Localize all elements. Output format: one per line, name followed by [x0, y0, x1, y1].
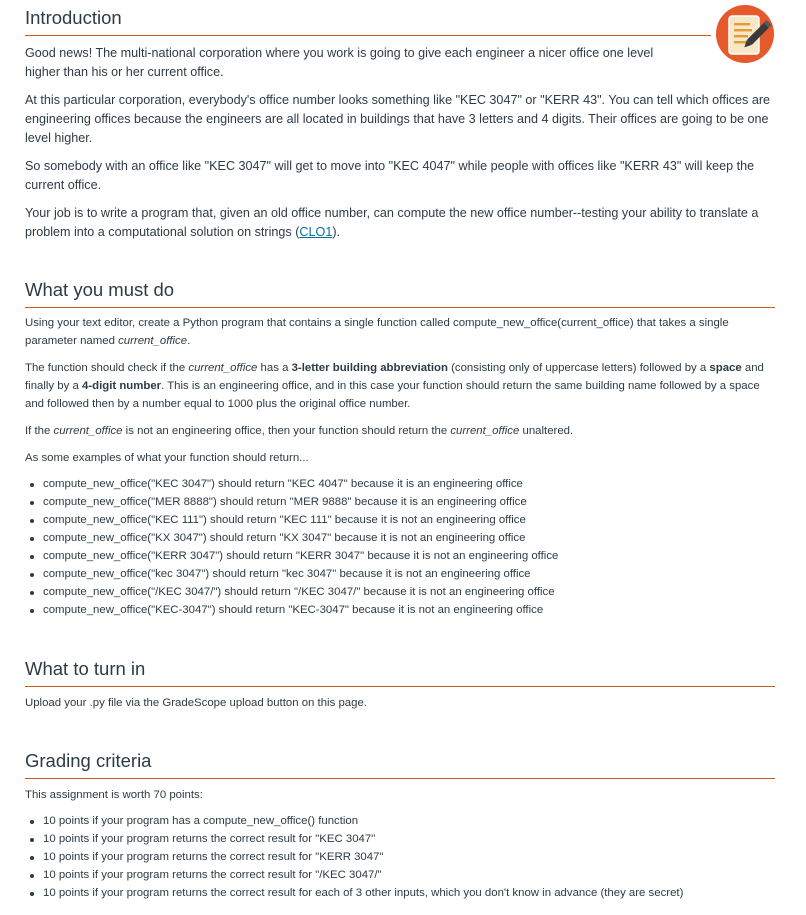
must-p3-a: If the	[25, 425, 54, 437]
intro-paragraph-2: At this particular corporation, everybody's office number looks something like "KEC 3047" or "KERR 43". You can tell which offices are engineering offices because the engineers are all located in buildings that have 3 letters and 4 digits. Their offices are going to be one level higher.	[25, 93, 771, 145]
list-item: 10 points if your program has a compute_new_office() function	[25, 812, 775, 830]
must-p2-c: (consisting only of uppercase letters) followed by a	[447, 362, 710, 374]
list-item: compute_new_office("/KEC 3047/") should return "/KEC 3047/" because it is not an engineering office	[25, 583, 775, 601]
must-p1-em: current_office	[118, 335, 188, 347]
list-item: compute_new_office("KEC-3047") should return "KEC-3047" because it is not an engineering office	[25, 601, 775, 619]
must-p3-em2: current_office	[450, 425, 520, 437]
section-heading-what-to-turn-in: What to turn in	[25, 658, 775, 687]
must-paragraph-1	[25, 314, 775, 350]
intro-paragraph-3: So somebody with an office like "KEC 3047" will get to move into "KEC 4047" while people with offices like "KERR 43" will keep the current office.	[25, 159, 755, 192]
must-p1-end: .	[187, 335, 191, 347]
must-paragraph-2	[25, 359, 775, 413]
must-p3-b: is not an engineering office, then your function should return the	[122, 425, 451, 437]
turnin-paragraph: Upload your .py file via the GradeScope upload button on this page.	[25, 697, 367, 709]
list-item: compute_new_office("kec 3047") should return "kec 3047" because it is not an engineering office	[25, 565, 775, 583]
what-to-turn-in-body	[25, 694, 775, 721]
intro-p4-text: Your job is to write a program that, given an old office number, can compute the new office number--testing your ability to translate a problem into a computational solution on strings (	[25, 206, 759, 239]
examples-list	[25, 475, 775, 619]
section-heading-what-you-must-do: What you must do	[25, 279, 775, 308]
must-p2-b: has a	[257, 362, 292, 374]
grading-list	[25, 812, 775, 902]
list-item: 10 points if your program returns the correct result for "KEC 3047"	[25, 830, 775, 848]
must-paragraph-4: As some examples of what your function should return...	[25, 452, 309, 464]
must-p2-a: The function should check if the	[25, 362, 189, 374]
intro-paragraph-4	[25, 204, 777, 242]
list-item: compute_new_office("KEC 3047") should return "KEC 4047" because it is an engineering office	[25, 475, 775, 493]
grading-paragraph: This assignment is worth 70 points:	[25, 789, 203, 801]
list-item: compute_new_office("KERR 3047") should return "KERR 3047" because it is not an engineering office	[25, 547, 775, 565]
must-p3-c: unaltered.	[519, 425, 574, 437]
clo1-link[interactable]: CLO1	[299, 225, 333, 239]
must-p2-e: . This is an engineering office, and in this case your function should return the same building name followed by a space and followed then by a number equal to 1000 plus the original office number.	[25, 380, 760, 410]
introduction-body	[25, 44, 777, 251]
must-p2-d: and finally by a	[25, 362, 764, 392]
intro-p4-end: ).	[332, 225, 341, 239]
list-item: 10 points if your program returns the correct result for "/KEC 3047/"	[25, 866, 775, 884]
list-item: compute_new_office("KX 3047") should return "KX 3047" because it is not an engineering office	[25, 529, 775, 547]
must-p3-em1: current_office	[53, 425, 123, 437]
list-item: compute_new_office("MER 8888") should return "MER 9888" because it is an engineering office	[25, 493, 775, 511]
list-item: compute_new_office("KEC 111") should return "KEC 111" because it is not an engineering office	[25, 511, 775, 529]
must-p2-em1: current_office	[188, 362, 258, 374]
must-p2-bold2: space	[709, 362, 742, 374]
must-paragraph-3	[25, 422, 775, 440]
grading-criteria-body	[25, 786, 775, 902]
must-p2-bold1: 3-letter building abbreviation	[291, 362, 448, 374]
intro-paragraph-1: Good news! The multi-national corporation where you work is going to give each engineer a nicer office one level higher than his or her current office.	[25, 46, 654, 79]
section-heading-grading-criteria: Grading criteria	[25, 750, 775, 779]
list-item: 10 points if your program returns the correct result for "KERR 3047"	[25, 848, 775, 866]
list-item: 10 points if your program returns the correct result for each of 3 other inputs, which you don't know in advance (they are secret)	[25, 884, 775, 902]
must-p1-text: Using your text editor, create a Python program that contains a single function called compute_new_office(current_office) that takes a single parameter named	[25, 317, 729, 347]
must-p2-bold3: 4-digit number	[81, 380, 162, 392]
section-heading-introduction: Introduction	[25, 7, 711, 36]
what-you-must-do-body	[25, 314, 775, 619]
